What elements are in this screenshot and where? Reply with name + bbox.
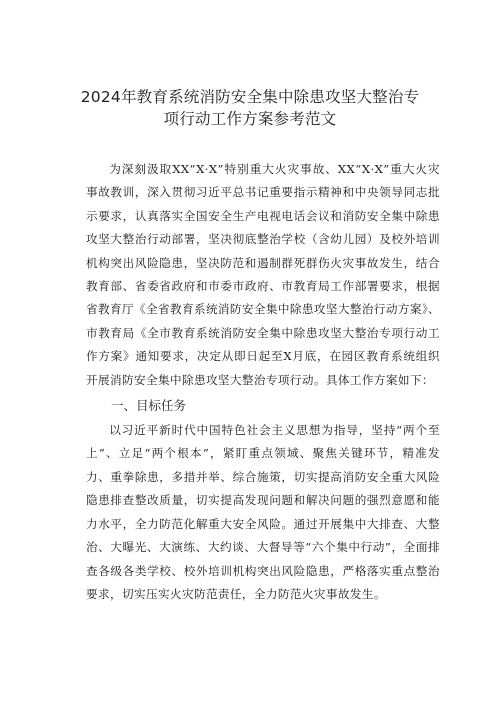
- intro-paragraph: 为深刻汲取XX“X·X”特别重大火灾事故、XX“X·X”重大火灾事故教训，深入贯彻习近平总书记重要指示精神和中央领导同志批示要求，认真落实全国安全生产电视电话会议和消防安全集中除患攻坚大整治行动部署，坚决彻底整治学校（含幼儿园）及校外培训机构突出风险隐患，坚决防范和遏制群死群伤火灾事故发生，结合教育部、省委省政府和市委市政府、市教育局工作部署要求，根据省教育厅《全省教育系统消防安全集中除患攻坚大整治行动方案》、市教育局《全市教育系统消防安全集中除患攻坚大整治专项行动工作方案》通知要求，决定从即日起至X月底，在园区教育系统组织开展消防安全集中除患攻坚大整治专项行动。具体工作方案如下：: [86, 162, 441, 387]
- title-line-1: 2024年教育系统消防安全集中除患攻坚大整治专: [80, 88, 420, 106]
- goals-paragraph: 以习近平新时代中国特色社会主义思想为指导，坚持“两个至上”、立足“两个根本”，紧盯重点领域、聚焦关键环节，精准发力、重拳除患，多措并举、综合施策，切实提高消防安全重大风险隐患排查整改质量，切实提高发现问题和解决问题的强烈意愿和能力水平，全力防范化解重大安全风险。通过开展集中大排查、大整治、大曝光、大演练、大约谈、大督导等“六个集中行动”，全面排查各级各类学校、校外培训机构突出风险隐患，严格落实重点整治要求，切实压实火灾防范责任，全力防范火灾事故发生。: [86, 423, 440, 601]
- title-line-2: 项行动工作方案参考范文: [163, 110, 337, 128]
- section-heading-goals: 一、目标任务: [111, 398, 187, 414]
- document-title: [60, 86, 440, 130]
